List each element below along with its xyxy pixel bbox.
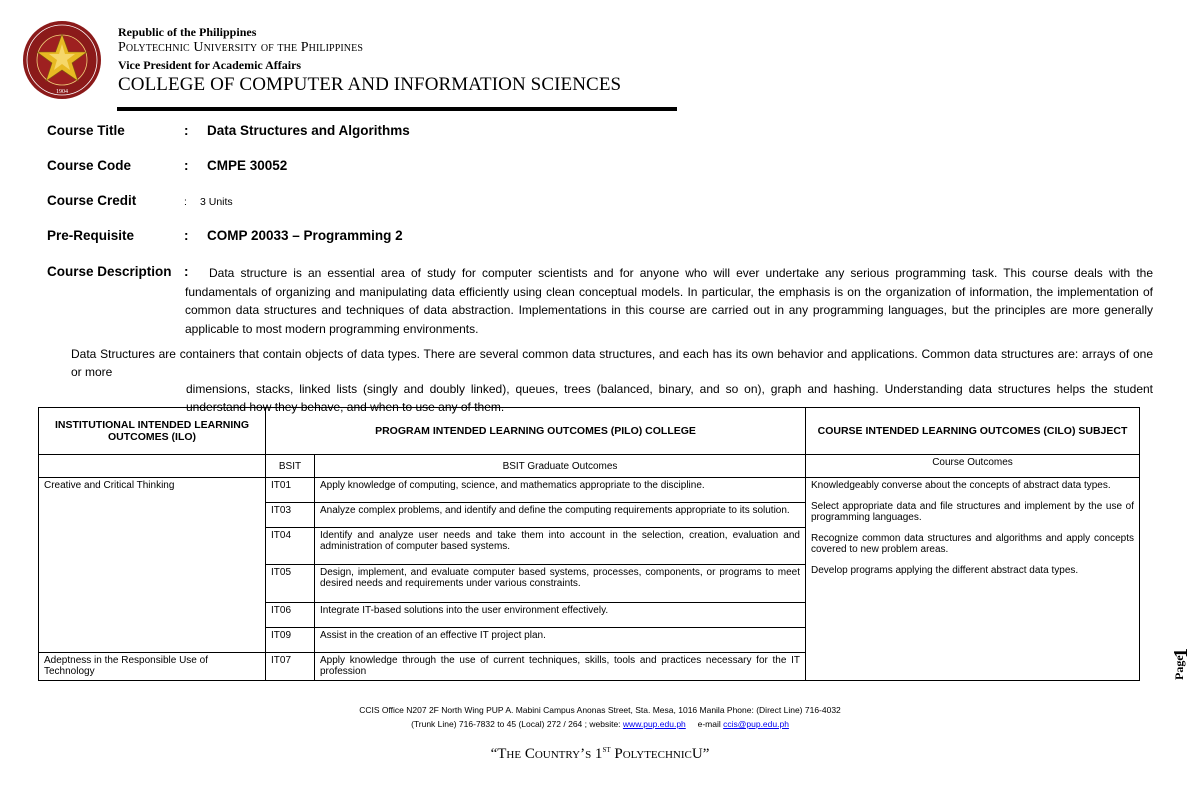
course-outcomes-subheader: Course Outcomes bbox=[806, 454, 1140, 477]
email-label: e-mail bbox=[697, 719, 721, 729]
footer-contact bbox=[0, 719, 1200, 729]
motto-start: “The Country’s 1 bbox=[490, 746, 603, 762]
pilo-text: Integrate IT-based solutions into the user environment effectively. bbox=[315, 602, 806, 627]
ilo-subheader-blank bbox=[39, 454, 266, 477]
course-credit-label: Course Credit bbox=[47, 193, 137, 208]
university-name: Polytechnic University of the Philippines bbox=[118, 40, 363, 55]
page-label: Page bbox=[1172, 655, 1186, 680]
motto-superscript: st bbox=[602, 744, 611, 755]
pilo-code: IT09 bbox=[266, 627, 315, 652]
colon: : bbox=[184, 196, 187, 208]
data-structures-continuation: dimensions, stacks, linked lists (singly and doubly linked), queues, trees (balanced, binary, and so on), graph and hashing. Understanding data structures helps the student understand how they behave, and when to use any of them. bbox=[186, 382, 1153, 414]
university-seal-logo bbox=[22, 20, 102, 100]
pilo-header: PROGRAM INTENDED LEARNING OUTCOMES (PILO) COLLEGE bbox=[266, 408, 806, 455]
learning-outcomes-table bbox=[38, 407, 1140, 681]
course-description-label: Course Description bbox=[47, 264, 172, 279]
pilo-code: IT03 bbox=[266, 502, 315, 527]
email-link[interactable]: ccis@pup.edu.ph bbox=[723, 719, 789, 729]
cilo-item: Knowledgeably converse about the concepts of abstract data types. bbox=[811, 480, 1111, 492]
colon: : bbox=[184, 228, 189, 243]
seal-year: 1904 bbox=[56, 89, 68, 95]
cilo-item: Select appropriate data and file structures and implement by the use of programming languages. bbox=[811, 501, 1134, 524]
pilo-text: Apply knowledge of computing, science, and mathematics appropriate to the discipline. bbox=[315, 478, 806, 502]
cilo-item: Develop programs applying the different abstract data types. bbox=[811, 565, 1079, 577]
course-credit-value: 3 Units bbox=[200, 196, 233, 208]
pilo-code: IT05 bbox=[266, 564, 315, 602]
vp-office: Vice President for Academic Affairs bbox=[118, 58, 302, 72]
colon: : bbox=[184, 123, 189, 138]
cilo-cell bbox=[806, 478, 1140, 681]
college-name: COLLEGE OF COMPUTER AND INFORMATION SCIENCES bbox=[118, 74, 622, 95]
pilo-code: IT01 bbox=[266, 478, 315, 502]
university-motto bbox=[0, 744, 1200, 763]
footer-trunk-line: (Trunk Line) 716-7832 to 45 (Local) 272 / 264 ; website: bbox=[411, 719, 621, 729]
bsit-outcomes-subheader: BSIT Graduate Outcomes bbox=[315, 454, 806, 477]
colon: : bbox=[184, 264, 189, 279]
colon: : bbox=[184, 158, 189, 173]
pilo-text: Identify and analyze user needs and take them into account in the selection, creation, evaluation and administration of computer based systems. bbox=[315, 528, 806, 565]
course-title-value: Data Structures and Algorithms bbox=[207, 123, 410, 138]
ilo-cell: Adeptness in the Responsible Use of Technology bbox=[39, 653, 266, 681]
course-code-label: Course Code bbox=[47, 158, 132, 173]
cilo-header: COURSE INTENDED LEARNING OUTCOMES (CILO) SUBJECT bbox=[806, 408, 1140, 455]
pilo-code: IT04 bbox=[266, 528, 315, 565]
pilo-code: IT07 bbox=[266, 653, 315, 681]
page-number-value: 1 bbox=[1170, 648, 1192, 658]
republic-heading: Republic of the Philippines bbox=[118, 25, 257, 39]
pilo-text: Design, implement, and evaluate computer based systems, processes, components, or programs to meet desired needs and requirements under various constraints. bbox=[315, 564, 806, 602]
ilo-cell: Creative and Critical Thinking bbox=[39, 478, 266, 653]
data-structures-paragraph bbox=[71, 346, 1153, 416]
ilo-header: INSTITUTIONAL INTENDED LEARNING OUTCOMES (ILO) bbox=[39, 408, 266, 455]
footer-address: CCIS Office N207 2F North Wing PUP A. Mabini Campus Anonas Street, Sta. Mesa, 1016 Manila Phone: (Direct Line) 716-4032 bbox=[359, 705, 841, 715]
header-rule bbox=[117, 107, 677, 111]
pilo-text: Assist in the creation of an effective IT project plan. bbox=[315, 627, 806, 652]
website-link[interactable]: www.pup.edu.ph bbox=[622, 719, 686, 729]
bsit-subheader: BSIT bbox=[266, 454, 315, 477]
prerequisite-label: Pre-Requisite bbox=[47, 228, 135, 243]
course-description-text: Data structure is an essential area of study for computer scientists and for anyone who will ever undertake any serious programming task. This course deals with the fundamentals of organizing and manipulating data efficiently using clean conceptual models. In particular, the emphasis is on the organization of information, the implementation of common data structures and techniques of data abstraction. Implementations in this course are carried out in any programming languages, but the principles are more generally applicable to most modern programming environments. bbox=[185, 266, 1153, 336]
cilo-item: Recognize common data structures and algorithms and apply concepts covered to new problem areas. bbox=[811, 533, 1134, 556]
pilo-code: IT06 bbox=[266, 602, 315, 627]
pilo-text: Apply knowledge through the use of current techniques, skills, tools and practices necessary for the IT profession bbox=[315, 653, 806, 681]
data-structures-line1: Data Structures are containers that contain objects of data types. There are several common data structures, and each has its own behavior and applications. Common data structures are: arrays of one or more bbox=[71, 347, 1153, 379]
prerequisite-value: COMP 20033 – Programming 2 bbox=[207, 228, 403, 243]
course-title-label: Course Title bbox=[47, 123, 125, 138]
pilo-text: Analyze complex problems, and identify and define the computing requirements appropriate to its solution. bbox=[315, 502, 806, 527]
course-code-value: CMPE 30052 bbox=[207, 158, 288, 173]
page-number bbox=[1166, 634, 1196, 682]
motto-end: PolytechnicU” bbox=[610, 746, 710, 762]
